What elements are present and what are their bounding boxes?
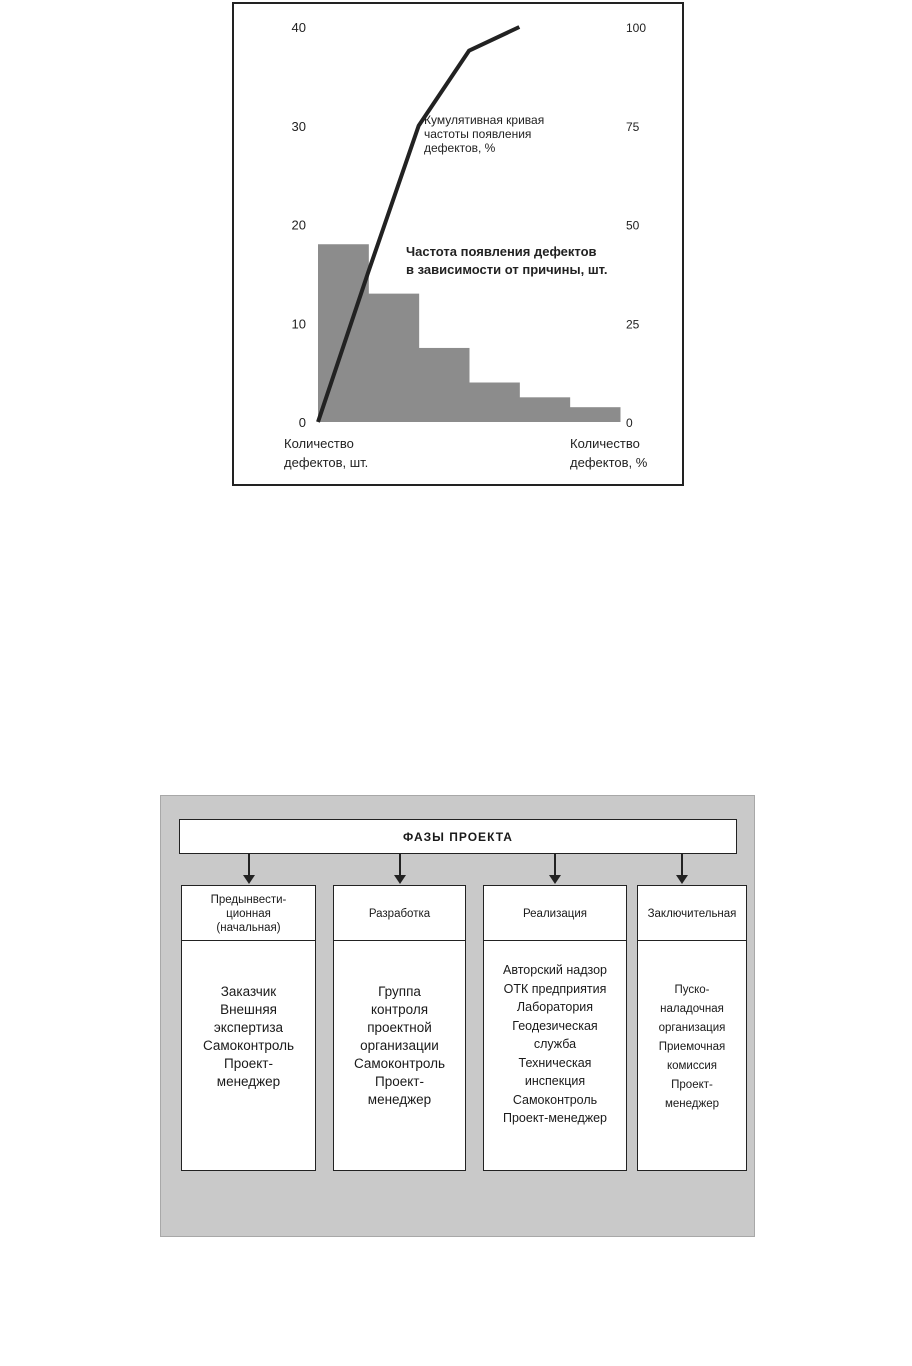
phase-responsible-item: Проект- xyxy=(224,1056,273,1071)
pareto-chart-frame xyxy=(232,2,684,486)
phase-title xyxy=(637,885,747,942)
pareto-bar xyxy=(570,407,621,422)
right-axis-tick: 50 xyxy=(626,218,640,233)
right-axis-tick: 100 xyxy=(626,21,647,35)
phase-responsible-item: экспертиза xyxy=(213,1020,284,1035)
phase-title xyxy=(483,885,627,942)
phase-responsibles xyxy=(181,940,316,1171)
phase-responsible-item: Проект-менеджер xyxy=(502,1111,608,1125)
phase-title-line: Реализация xyxy=(523,907,587,920)
phase-responsible-item: комиссия xyxy=(666,1060,718,1072)
phase-responsible-item: Приемочная xyxy=(658,1041,726,1053)
phase-title xyxy=(181,885,316,942)
phase-arrow xyxy=(681,854,683,876)
left-axis-tick: 0 xyxy=(298,415,306,430)
phases-header xyxy=(179,819,737,854)
phase-responsible-item: инспекция xyxy=(524,1074,586,1088)
phase-title-text xyxy=(648,907,737,921)
phase-responsible-item: Внешняя xyxy=(220,1002,277,1017)
phase-responsibles xyxy=(483,940,627,1171)
phase-responsible-item: Лаборатория xyxy=(516,1000,594,1014)
phases-header-label: ФАЗЫ ПРОЕКТА xyxy=(403,829,513,844)
left-axis-tick: 40 xyxy=(291,20,306,35)
phase-responsible-item: менеджер xyxy=(665,1098,719,1110)
pareto-bar xyxy=(368,294,419,422)
left-axis-tick: 30 xyxy=(291,118,306,134)
phase-title xyxy=(333,885,466,942)
left-axis-caption-line: дефектов, шт. xyxy=(284,455,369,470)
phase-title-line: Предынвести- xyxy=(210,893,287,906)
project-phases-diagram xyxy=(160,795,755,1237)
left-axis-tick: 20 xyxy=(291,217,306,233)
cumulative-annotation-line: Кумулятивная кривая xyxy=(424,113,545,127)
pareto-bar xyxy=(469,383,520,423)
phase-title-text xyxy=(369,907,430,921)
pareto-bar xyxy=(419,348,470,422)
phase-title-text xyxy=(211,893,287,935)
phase-responsible-item: организации xyxy=(360,1038,439,1053)
phase-title-text xyxy=(523,907,587,921)
phase-responsible-item: Геодезическая xyxy=(512,1018,598,1033)
phase-responsible-item: Проект- xyxy=(671,1079,713,1091)
phase-responsible-item: служба xyxy=(533,1037,577,1051)
cumulative-annotation-line: дефектов, % xyxy=(424,141,496,155)
right-axis-caption-line: дефектов, % xyxy=(570,455,648,470)
phase-title-line: (начальная) xyxy=(216,921,281,934)
phase-responsible-item: Заказчик xyxy=(220,984,277,999)
right-axis-tick: 0 xyxy=(626,416,633,430)
phase-title-line: Разработка xyxy=(368,907,431,920)
phase-responsible-item: Группа xyxy=(378,984,421,999)
phase-responsible-item: контроля xyxy=(370,1002,429,1017)
right-axis-tick: 75 xyxy=(626,119,640,134)
phase-arrow-head xyxy=(394,875,406,884)
frequency-annotation-line: Частота появления дефектов xyxy=(406,244,597,259)
phase-responsible-item: наладочная xyxy=(660,1003,724,1015)
phase-responsible-item: организация xyxy=(658,1022,726,1034)
phase-responsible-item: Проект- xyxy=(375,1074,424,1089)
right-axis-caption-line: Количество xyxy=(570,436,640,451)
phase-responsible-item: Самоконтроль xyxy=(353,1056,446,1071)
phase-responsible-item: Техническая xyxy=(518,1055,592,1070)
phase-arrow xyxy=(399,854,401,876)
phase-arrow xyxy=(554,854,556,876)
frequency-annotation-line: в зависимости от причины, шт. xyxy=(406,262,608,277)
phase-responsible-item: менеджер xyxy=(367,1092,432,1107)
phase-arrow-head xyxy=(243,875,255,884)
pareto-chart xyxy=(234,4,686,488)
phase-responsible-item: проектной xyxy=(367,1020,432,1035)
phase-arrow-head xyxy=(549,875,561,884)
phase-responsible-item: Самоконтроль xyxy=(512,1092,598,1107)
cumulative-annotation-line: частоты появления xyxy=(424,127,532,141)
phase-arrow xyxy=(248,854,250,876)
phase-responsibles xyxy=(637,940,747,1171)
left-axis-caption-line: Количество xyxy=(284,436,354,451)
left-axis-tick: 10 xyxy=(291,316,306,332)
phase-title-line: Заключительная xyxy=(647,907,737,920)
phase-responsible-item: Самоконтроль xyxy=(202,1038,295,1053)
right-axis-tick: 25 xyxy=(626,317,640,332)
phase-responsible-item: менеджер xyxy=(216,1074,281,1089)
phase-responsibles xyxy=(333,940,466,1171)
pareto-bar xyxy=(519,397,570,422)
phase-title-line: ционная xyxy=(226,907,271,920)
phase-arrow-head xyxy=(676,875,688,884)
phase-responsible-item: Авторский надзор xyxy=(503,963,607,977)
phase-responsible-item: Пуско- xyxy=(674,984,710,996)
phase-responsible-item: ОТК предприятия xyxy=(503,981,607,996)
